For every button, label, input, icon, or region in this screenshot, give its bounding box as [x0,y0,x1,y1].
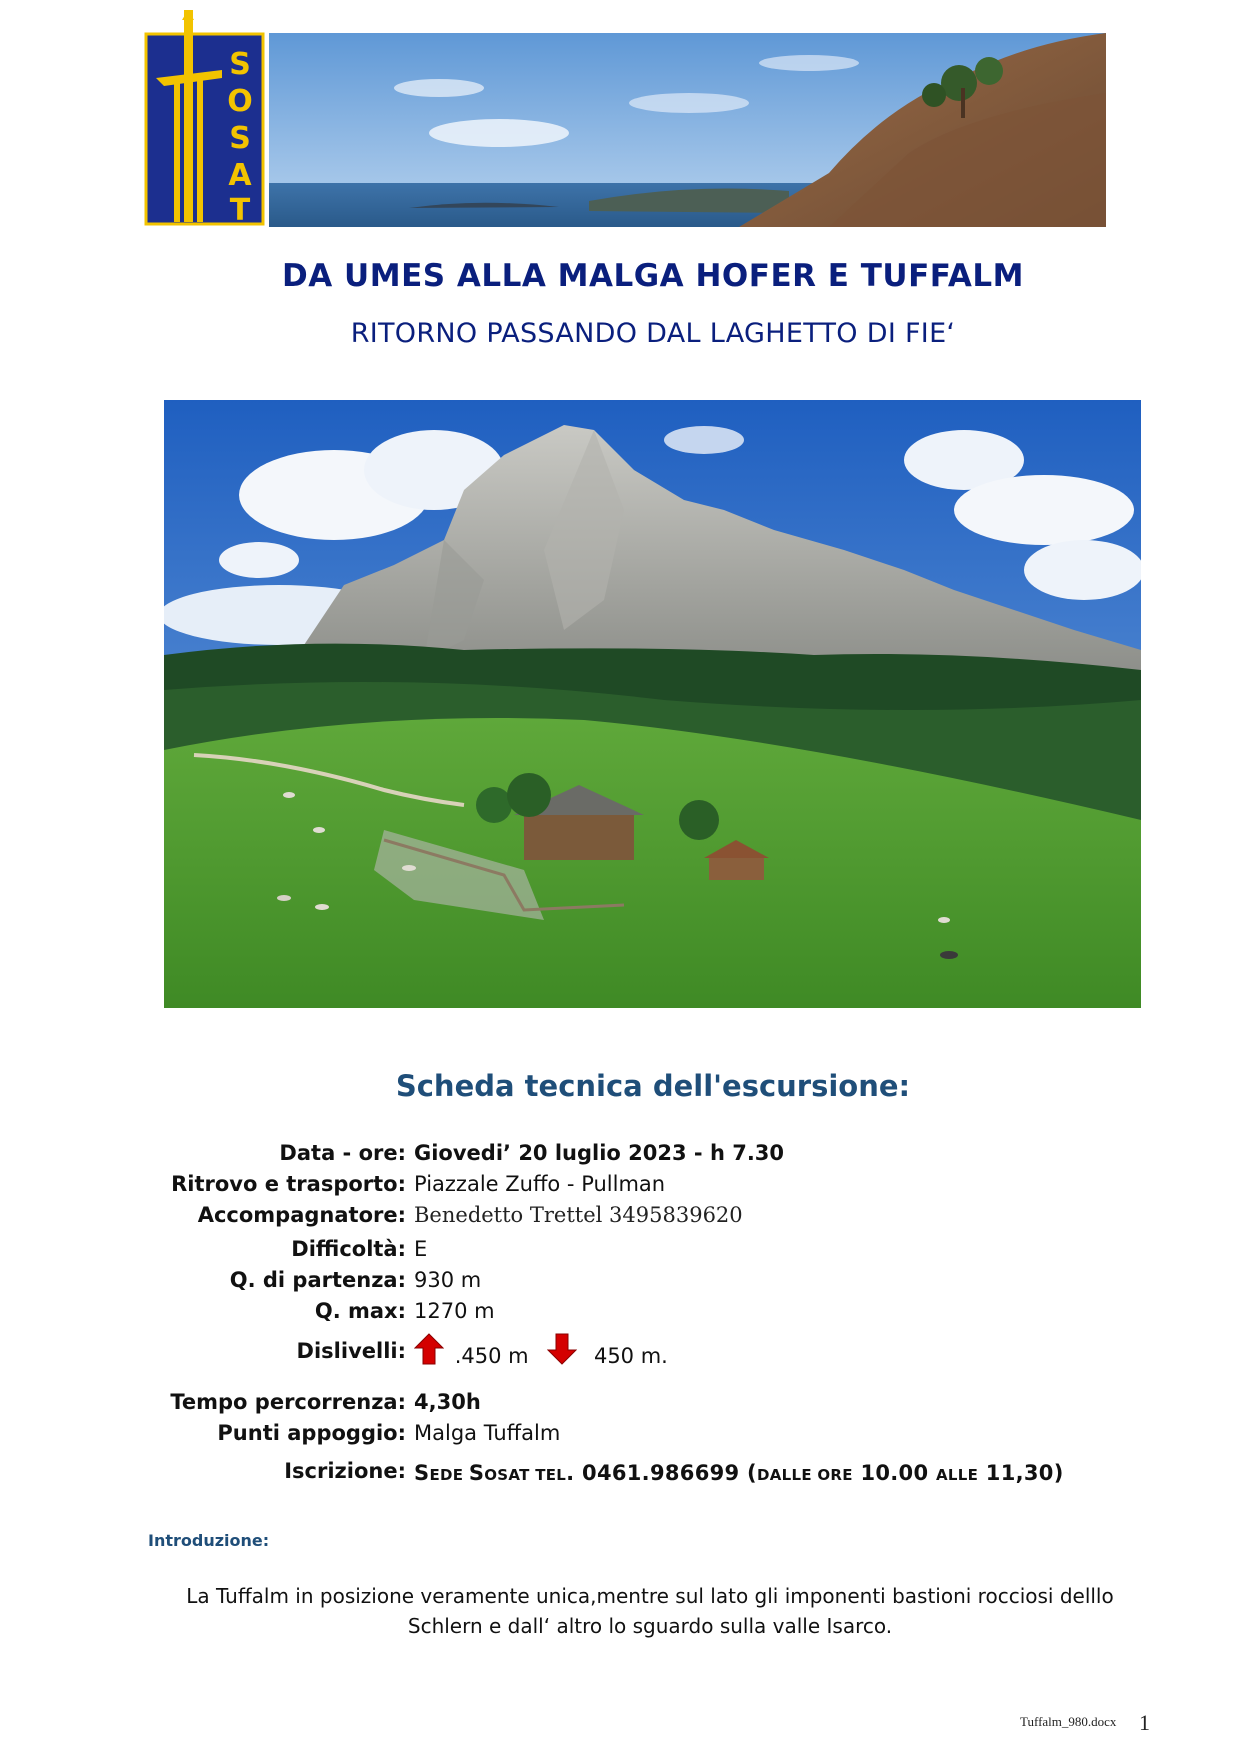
row-tempo [0,1390,1241,1424]
svg-text:S: S [229,121,251,156]
value-tempo: 4,30h [414,1390,481,1414]
svg-text:A: A [228,158,252,193]
svg-text:S: S [229,47,251,82]
label-iscrizione: Iscrizione: [284,1459,406,1483]
main-photo-tuffalm [164,400,1141,1008]
value-difficolta: E [414,1237,428,1261]
label-ritrovo: Ritrovo e trasporto: [171,1172,406,1196]
intro-line-2: Schlern e dall‘ altro lo sguardo sulla valle Isarco. [407,1614,893,1638]
label-punti-appoggio: Punti appoggio: [217,1421,406,1445]
row-ritrovo [0,1172,1241,1206]
page-title: DA UMES ALLA MALGA HOFER E TUFFALM [282,258,1024,294]
intro-text [150,1581,1150,1641]
label-tempo: Tempo percorrenza: [170,1390,406,1414]
value-quota-max: 1270 m [414,1299,495,1323]
value-dislivelli [414,1333,668,1370]
sosat-logo [144,8,265,226]
row-punti-appoggio [0,1421,1241,1455]
label-difficolta: Difficoltà: [291,1237,406,1261]
row-iscrizione [0,1459,1241,1493]
label-accompagnatore: Accompagnatore: [197,1203,406,1227]
scheda-heading: Scheda tecnica dell'escursione: [395,1069,911,1103]
value-dislivello-discesa: 450 m. [593,1343,668,1368]
row-quota-partenza [0,1268,1241,1302]
value-punti-appoggio: Malga Tuffalm [414,1421,561,1445]
row-dislivelli [0,1339,1241,1379]
row-accompagnatore [0,1203,1241,1237]
page-subtitle: RITORNO PASSANDO DAL LAGHETTO DI FIE‘ [350,318,956,349]
row-quota-max [0,1299,1241,1333]
arrow-up-icon [414,1333,444,1370]
header-banner-photo [269,33,1106,227]
value-dislivello-salita: .450 m [454,1343,529,1368]
intro-line-1: La Tuffalm in posizione veramente unica,mentre sul lato gli imponenti bastioni rocciosi delllo [186,1584,1114,1608]
label-dislivelli: Dislivelli: [296,1339,406,1363]
value-accompagnatore: Benedetto Trettel 3495839620 [414,1203,743,1227]
svg-text:O: O [227,84,253,119]
intro-heading: Introduzione: [148,1531,270,1550]
footer-filename: Tuffalm_980.docx [1020,1714,1117,1729]
label-quota-max: Q. max: [314,1299,406,1323]
value-quota-partenza: 930 m [414,1268,482,1292]
footer-page-number: 1 [1139,1710,1150,1735]
value-ritrovo: Piazzale Zuffo - Pullman [414,1172,666,1196]
svg-text:T: T [229,193,251,226]
arrow-down-icon [547,1333,577,1370]
row-data-ore [0,1141,1241,1175]
label-data-ore: Data - ore: [279,1141,406,1165]
value-iscrizione: SEDE SOSAT TEL. 0461.986699 (DALLE ORE 10.00 ALLE 11,30) [414,1461,1064,1485]
row-difficolta [0,1237,1241,1271]
label-quota-partenza: Q. di partenza: [229,1268,406,1292]
value-data-ore: Giovedi’ 20 luglio 2023 - h 7.30 [414,1141,785,1165]
